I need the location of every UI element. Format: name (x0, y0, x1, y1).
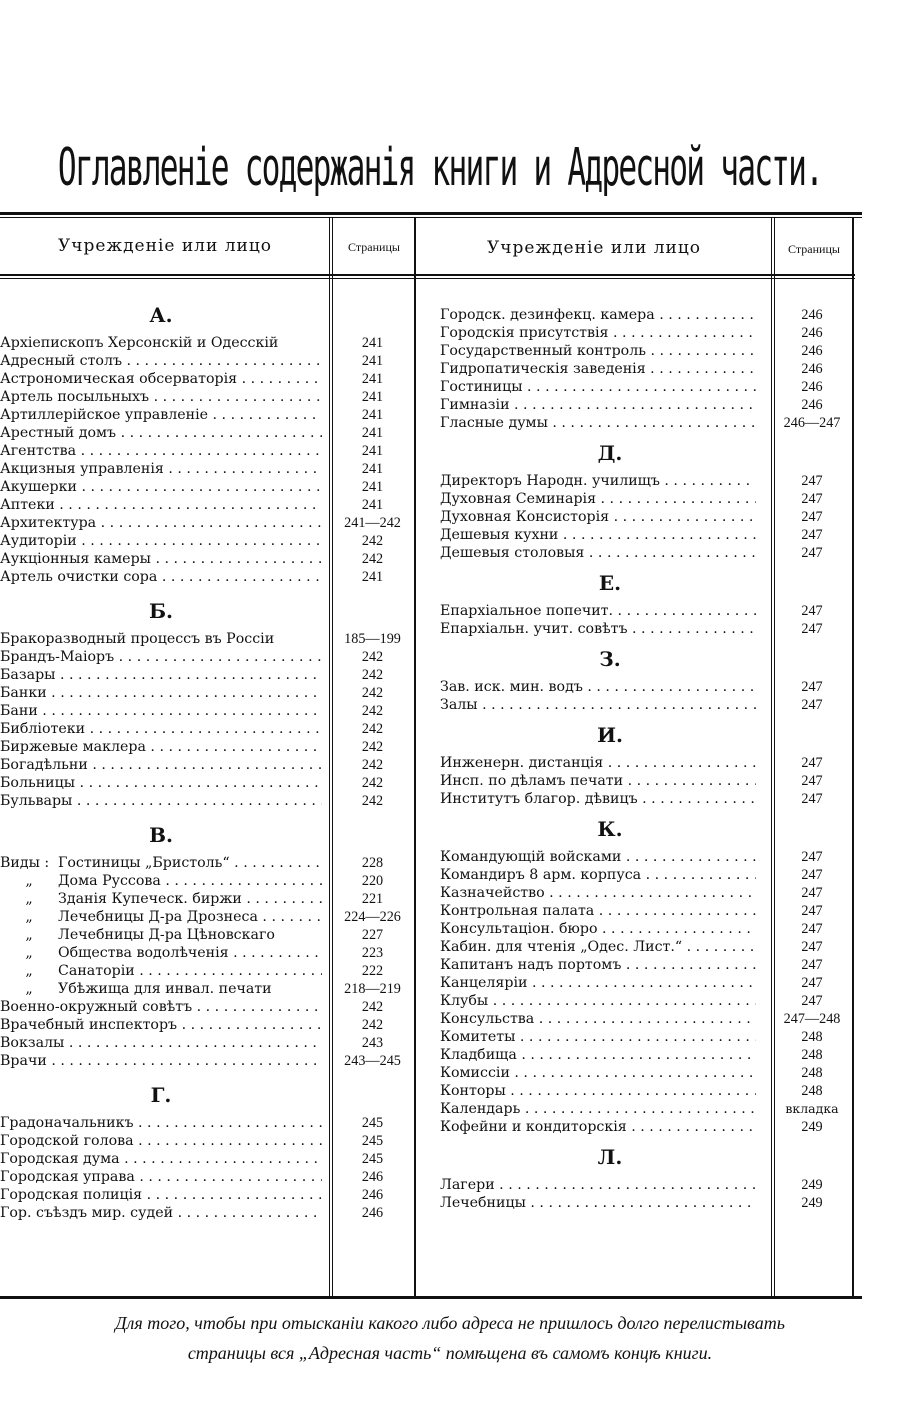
entry-page: 247 (801, 867, 823, 883)
index-entry (416, 1118, 823, 1136)
entry-name: Богадѣльни . . . (0, 756, 322, 774)
index-entry (0, 1016, 384, 1034)
entry-name: Банки . . . (0, 684, 322, 702)
index-entry (0, 962, 384, 980)
entry-page: 246 (801, 397, 823, 413)
index-entry (416, 696, 823, 714)
entry-page: 220 (361, 873, 384, 889)
left-index-column (0, 296, 415, 1222)
entry-name: Клубы . . . (440, 992, 756, 1010)
index-entry (416, 1176, 823, 1194)
index-entry (0, 550, 384, 568)
entry-name: Агентства . . . (0, 442, 322, 460)
entry-name: Духовная Семинарія . . . (440, 490, 756, 508)
entry-page: 242 (361, 793, 384, 809)
entry-name: Базары . . . (0, 666, 322, 684)
index-entry (0, 1186, 384, 1204)
entry-page: 246 (801, 379, 823, 395)
entry-name: Артель посыльныхъ . . . (0, 388, 322, 406)
section-letter: А. (149, 303, 173, 327)
footer-note-line-2: страницы вся „Адресная часть“ помѣщена въ самомъ концѣ книги. (187, 1343, 713, 1363)
entry-name: Гор. съѣздъ мир. судей . . . (0, 1204, 322, 1222)
index-entry (416, 1194, 823, 1212)
entry-name: Санаторіи . . . (58, 962, 322, 980)
entry-page: 247 (801, 975, 823, 991)
entry-name: Гидропатическія заведенія . . . (440, 360, 756, 378)
entry-name: Городская дума . . . (0, 1150, 322, 1168)
entry-name: Архіепископъ Херсонскій и Одесскій (0, 335, 279, 351)
entry-name: Брандъ-Маіоръ . . . (0, 648, 322, 666)
index-entry (0, 406, 384, 424)
index-entry (416, 790, 823, 808)
entry-name: Артель очистки сора . . . (0, 568, 322, 586)
entry-page: 246 (361, 1187, 384, 1203)
entry-name: Лагери . . . (440, 1176, 756, 1194)
entry-name: Убѣжища для инвал. печати (58, 981, 272, 997)
entry-name: Городской голова . . . (0, 1132, 322, 1150)
index-entry (0, 792, 384, 810)
entry-page: 223 (361, 945, 384, 961)
index-entry (416, 342, 823, 360)
index-entry (0, 478, 384, 496)
entry-page: 247 (801, 957, 823, 973)
entry-page: 243—245 (344, 1053, 401, 1069)
entry-page: 247 (801, 939, 823, 955)
entry-page: 247 (801, 697, 823, 713)
entry-name: Инсп. по дѣламъ печати . . . (440, 772, 756, 790)
left-header-pages: Страницы (348, 240, 400, 254)
index-entry (0, 442, 384, 460)
entry-page: 242 (361, 775, 384, 791)
index-entry (0, 702, 384, 720)
index-entry (416, 324, 823, 342)
entry-page: 247 (801, 621, 823, 637)
right-header-pages: Страницы (788, 242, 840, 256)
entry-name: Консульства . . . (440, 1010, 756, 1028)
entry-name: Зав. иск. мин. водъ . . . (440, 678, 756, 696)
entry-page: 228 (361, 855, 384, 871)
index-entry (0, 630, 401, 648)
entry-page: 249 (801, 1177, 823, 1193)
index-entry (416, 1046, 823, 1064)
index-entry (416, 306, 823, 324)
index-entry (416, 884, 823, 902)
index-entry (416, 754, 823, 772)
entry-page: 242 (361, 757, 384, 773)
entry-page: 247 (801, 773, 823, 789)
entry-name: Бракоразводный процессъ въ Россіи (0, 631, 275, 647)
index-entry (416, 378, 823, 396)
entry-page: 241 (361, 425, 384, 441)
entry-name: Врачи . . . (0, 1052, 322, 1070)
entry-name: Епархіальное попечит. . . . (440, 602, 756, 620)
index-entry (0, 666, 384, 684)
entry-page: 247 (801, 491, 823, 507)
entry-name: Врачебный инспекторъ . . . (0, 1016, 322, 1034)
index-entry (0, 980, 401, 998)
index-entry (416, 848, 823, 866)
entry-name: Гласные думы . . . (440, 414, 756, 432)
entry-name: Государственный контроль . . . (440, 342, 756, 360)
entry-name: Епархіальн. учит. совѣтъ . . . (440, 620, 756, 638)
index-entry (416, 544, 823, 562)
index-entry (416, 974, 823, 992)
entry-name: Городская управа . . . (0, 1168, 322, 1186)
entry-page: 245 (361, 1115, 384, 1131)
index-entry (0, 738, 384, 756)
entry-page: 241 (361, 371, 384, 387)
index-entry (416, 414, 841, 432)
section-letter: Л. (597, 1145, 623, 1169)
entry-name: Кофейни и кондиторскія . . . (440, 1118, 756, 1136)
entry-name: Зданія Купеческ. биржи . . . (58, 890, 322, 908)
section-letter: И. (597, 723, 623, 747)
entry-name: Аудиторіи . . . (0, 532, 322, 550)
entry-prefix: „ (25, 891, 33, 907)
index-entry (0, 424, 384, 442)
entry-page: 218—219 (344, 981, 401, 997)
entry-name: Больницы . . . (0, 774, 322, 792)
index-entry (416, 1064, 823, 1082)
entry-page: 248 (801, 1029, 823, 1045)
index-entry (0, 756, 384, 774)
entry-name: Календарь . . . (440, 1100, 756, 1118)
entry-name: Городск. дезинфекц. камера . . . (440, 306, 756, 324)
index-entry (0, 460, 384, 478)
entry-name: Лечебницы Д-ра Цѣновскаго (58, 927, 275, 943)
index-entry (0, 334, 384, 352)
entry-page: 247 (801, 903, 823, 919)
entry-page: 247 (801, 603, 823, 619)
entry-page: 245 (361, 1151, 384, 1167)
entry-page: 241 (361, 569, 384, 585)
entry-name: Контрольная палата . . . (440, 902, 756, 920)
entry-name: Адресный столъ . . . (0, 352, 322, 370)
index-entry (0, 872, 384, 890)
header-bottom-border-thin (0, 278, 855, 279)
entry-page: 247 (801, 545, 823, 561)
entry-name: Консультаціон. бюро . . . (440, 920, 756, 938)
entry-name: Духовная Консисторія . . . (440, 508, 756, 526)
entry-page: 242 (361, 721, 384, 737)
entry-name: Акушерки . . . (0, 478, 322, 496)
entry-name: Биржевые маклера . . . (0, 738, 322, 756)
entry-page: 247 (801, 755, 823, 771)
entry-name: Бульвары . . . (0, 792, 322, 810)
section-letter: Г. (150, 1083, 172, 1107)
index-entry (416, 360, 823, 378)
entry-name: Дешевыя столовыя . . . (440, 544, 756, 562)
entry-page: 243 (361, 1035, 384, 1051)
entry-name: Комитеты . . . (440, 1028, 756, 1046)
index-entry (416, 902, 823, 920)
index-entry (0, 1114, 384, 1132)
entry-page: 241 (361, 353, 384, 369)
index-entry (416, 938, 823, 956)
entry-page: 246 (361, 1205, 384, 1221)
index-entry (416, 508, 823, 526)
entry-prefix: „ (25, 963, 33, 979)
entry-name: Астрономическая обсерваторія . . . (0, 370, 322, 388)
entry-name: Дома Руссова . . . (58, 872, 322, 890)
index-entry (416, 490, 823, 508)
left-header-institution: Учрежденіе или лицо (57, 236, 273, 256)
index-entry (0, 1204, 384, 1222)
entry-page: 246 (361, 1169, 384, 1185)
entry-name: Бани . . . (0, 702, 322, 720)
entry-name: Конторы . . . (440, 1082, 756, 1100)
entry-prefix: „ (25, 981, 33, 997)
table-bottom-border (0, 1296, 862, 1299)
entry-page: 242 (361, 533, 384, 549)
entry-name: Акцизныя управленія . . . (0, 460, 322, 478)
page-title-wrap (0, 138, 900, 198)
index-entry (0, 926, 384, 944)
entry-name: Библіотеки . . . (0, 720, 322, 738)
index-entry (416, 866, 823, 884)
entry-name: Залы . . . (440, 696, 756, 714)
index-entry (416, 1100, 839, 1118)
index-entry (416, 472, 823, 490)
entry-page: 249 (801, 1119, 823, 1135)
entry-name: Аптеки . . . (0, 496, 322, 514)
entry-page: 249 (801, 1195, 823, 1211)
entry-page: вкладка (785, 1101, 839, 1116)
index-entry (0, 568, 384, 586)
index-entry (416, 992, 823, 1010)
index-entry (0, 352, 384, 370)
index-entry (416, 396, 823, 414)
entry-page: 241 (361, 335, 384, 351)
index-entry (0, 854, 384, 872)
index-entry (0, 908, 401, 926)
entry-name: Кладбища . . . (440, 1046, 756, 1064)
entry-page: 247—248 (783, 1011, 841, 1027)
entry-name: Инженерн. дистанція . . . (440, 754, 756, 772)
entry-page: 242 (361, 667, 384, 683)
entry-name: Казначейство . . . (440, 884, 756, 902)
index-entry (0, 388, 384, 406)
entry-page: 242 (361, 551, 384, 567)
index-entry (416, 526, 823, 544)
index-entry (0, 1168, 384, 1186)
entry-page: 242 (361, 739, 384, 755)
index-entry (416, 772, 823, 790)
entry-page: 242 (361, 685, 384, 701)
entry-name: Командиръ 8 арм. корпуса . . . (440, 866, 756, 884)
footer-note-line-1: Для того, чтобы при отысканіи какого либо адреса не пришлось долго перелистывать (115, 1313, 785, 1333)
entry-name: Вокзалы . . . (0, 1034, 322, 1052)
index-entry (0, 514, 401, 532)
page-title: Оглавленіе содержанія книги и Адресной части. (57, 138, 823, 198)
index-entry (416, 1028, 823, 1046)
entry-name: Комиссіи . . . (440, 1064, 756, 1082)
entry-page: 247 (801, 509, 823, 525)
index-entry (0, 370, 384, 388)
index-entry (0, 1052, 401, 1070)
entry-page: 247 (801, 921, 823, 937)
entry-page: 246—247 (783, 415, 841, 431)
header-bottom-border (0, 274, 855, 276)
entry-page: 247 (801, 993, 823, 1009)
entry-name: Архитектура . . . (0, 514, 322, 532)
entry-prefix: „ (25, 873, 33, 889)
table-top-border-thin (0, 217, 862, 218)
entry-page: 247 (801, 527, 823, 543)
entry-name: Гостиницы . . . (440, 378, 756, 396)
entry-page: 185—199 (344, 631, 401, 647)
entry-name: Лечебницы . . . (440, 1194, 756, 1212)
entry-name: Артиллерійское управленіе . . . (0, 406, 322, 424)
entry-page: 247 (801, 473, 823, 489)
entry-page: 241—242 (344, 515, 401, 531)
entry-name: Общества водолѣченія . . . (58, 944, 322, 962)
index-entry (0, 1132, 384, 1150)
entry-page: 221 (361, 891, 384, 907)
entry-name: Командующій войсками . . . (440, 848, 756, 866)
index-entry (416, 956, 823, 974)
entry-page: 246 (801, 307, 823, 323)
entry-page: 224—226 (344, 909, 401, 925)
index-entry (416, 920, 823, 938)
entry-page: 241 (361, 461, 384, 477)
entry-page: 246 (801, 343, 823, 359)
entry-name: Военно-окружный совѣтъ . . . (0, 998, 322, 1016)
index-entry (0, 890, 384, 908)
entry-page: 246 (801, 325, 823, 341)
section-letter: В. (149, 823, 173, 847)
entry-page: 248 (801, 1083, 823, 1099)
section-letter: Б. (148, 599, 174, 623)
entry-name: Градоначальникъ . . . (0, 1114, 322, 1132)
index-entry (0, 944, 384, 962)
entry-page: 247 (801, 791, 823, 807)
index-entry (0, 1150, 384, 1168)
entry-page: 222 (361, 963, 384, 979)
entry-page: 241 (361, 389, 384, 405)
index-entry (0, 496, 384, 514)
index-entry (416, 1082, 823, 1100)
entry-name: Кабин. для чтенія „Одес. Лист.“ . . . (440, 938, 756, 956)
section-letter: К. (597, 817, 623, 841)
entry-page: 242 (361, 649, 384, 665)
entry-page: 227 (361, 927, 384, 943)
section-letter: Е. (598, 571, 622, 595)
index-entry (0, 684, 384, 702)
section-letter: З. (599, 647, 621, 671)
entry-page: 247 (801, 885, 823, 901)
entry-name: Городскія присутствія . . . (440, 324, 756, 342)
entry-name: Гимназіи . . . (440, 396, 756, 414)
table-top-border (0, 212, 862, 215)
index-entry (0, 720, 384, 738)
entry-page: 241 (361, 479, 384, 495)
index-entry (416, 678, 823, 696)
index-entry (0, 998, 384, 1016)
entry-name: Капитанъ надъ портомъ . . . (440, 956, 756, 974)
entry-page: 247 (801, 849, 823, 865)
right-header-institution: Учрежденіе или лицо (486, 238, 702, 258)
right-index-column (416, 306, 853, 1212)
entry-name: Дешевыя кухни . . . (440, 526, 756, 544)
entry-name: Городская полиція . . . (0, 1186, 322, 1204)
entry-name: Арестный домъ . . . (0, 424, 322, 442)
entry-page: 245 (361, 1133, 384, 1149)
entry-page: 242 (361, 999, 384, 1015)
entry-page: 247 (801, 679, 823, 695)
entry-prefix: Виды : (0, 855, 50, 871)
entry-page: 248 (801, 1065, 823, 1081)
entry-page: 241 (361, 497, 384, 513)
index-entry (416, 1010, 841, 1028)
entry-page: 242 (361, 1017, 384, 1033)
entry-name: Аукціонныя камеры . . . (0, 550, 322, 568)
entry-name: Лечебницы Д-ра Дрознеса . . . (58, 908, 322, 926)
entry-page: 242 (361, 703, 384, 719)
entry-name: Гостиницы „Бристоль“ . . . (58, 854, 322, 872)
index-entry (416, 620, 823, 638)
entry-page: 248 (801, 1047, 823, 1063)
entry-page: 246 (801, 361, 823, 377)
entry-name: Канцеляріи . . . (440, 974, 756, 992)
index-entry (0, 532, 384, 550)
entry-prefix: „ (25, 945, 33, 961)
entry-page: 241 (361, 407, 384, 423)
index-entry (0, 1034, 384, 1052)
entry-name: Директоръ Народн. училищъ . . . (440, 472, 756, 490)
index-entry (0, 648, 384, 666)
entry-prefix: „ (25, 909, 33, 925)
entry-page: 241 (361, 443, 384, 459)
entry-name: Институтъ благор. дѣвицъ . . . (440, 790, 756, 808)
entry-prefix: „ (25, 927, 33, 943)
section-letter: Д. (597, 441, 623, 465)
index-entry (0, 774, 384, 792)
index-entry (416, 602, 823, 620)
